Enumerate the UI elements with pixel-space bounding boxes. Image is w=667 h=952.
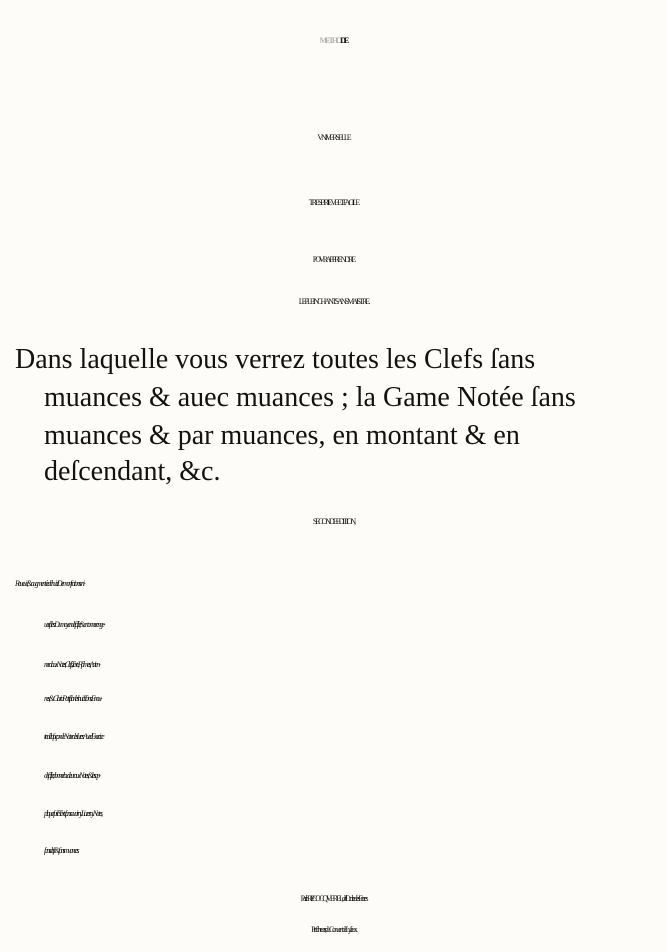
title-faded-part: METHO xyxy=(319,36,341,45)
title-tres-brieve: TRES BRIEVE ET FACILE xyxy=(308,198,359,207)
author-line: Preſcheurs, du Conuent de Lyſieux. xyxy=(311,925,356,934)
description-line: Dans laquelle vous verrez toutes les Clefs ſans xyxy=(15,344,536,375)
title-pour-apprendre: POVR APPRENDRE xyxy=(312,255,355,264)
contents-line: ſans clefs & ſans muances. xyxy=(44,846,78,855)
title-plein-chant: LE PLEIN CHANT SANS MAISTRE. xyxy=(298,297,369,306)
title-universelle: VNIVERSELLE xyxy=(317,133,350,142)
author-line: Par le R. P. COCQVEREL, de l'Ordre des Freres xyxy=(300,894,367,903)
contents-line: tre de la façon de Noter des liures : Auec l'Exercice xyxy=(44,732,103,741)
contents-line: de ſolfier, donner la valeur aux Notes, & les ap- xyxy=(44,771,100,780)
contents-line: pliquer ſur le Texte, ſans auoir ny Liures ny Notes, xyxy=(44,809,101,818)
description-line: muances & par muances, en montant & en xyxy=(44,420,520,451)
main-title-methode xyxy=(0,0,667,96)
edition-heading: SECONDE EDITION, xyxy=(312,517,355,526)
description-line: deſcendant, &c. xyxy=(44,456,221,487)
title-inked-part: DE xyxy=(340,36,348,45)
contents-line: Reueuë, & augmentée de huict Demonſtrations vni- xyxy=(15,579,84,588)
contents-line: neral aux Notes, Clefs, Texte, Pſalmes, Antien- xyxy=(44,660,99,669)
contents-line: nes, & Gloria Patri, ſelon les huict Tons: En ou- xyxy=(44,694,101,703)
contents-line: uerſelles: Du moyen de ſolfier, & entonner en ge- xyxy=(44,620,104,629)
description-line: muances & auec muances ; la Game Notée ſans xyxy=(44,382,576,413)
